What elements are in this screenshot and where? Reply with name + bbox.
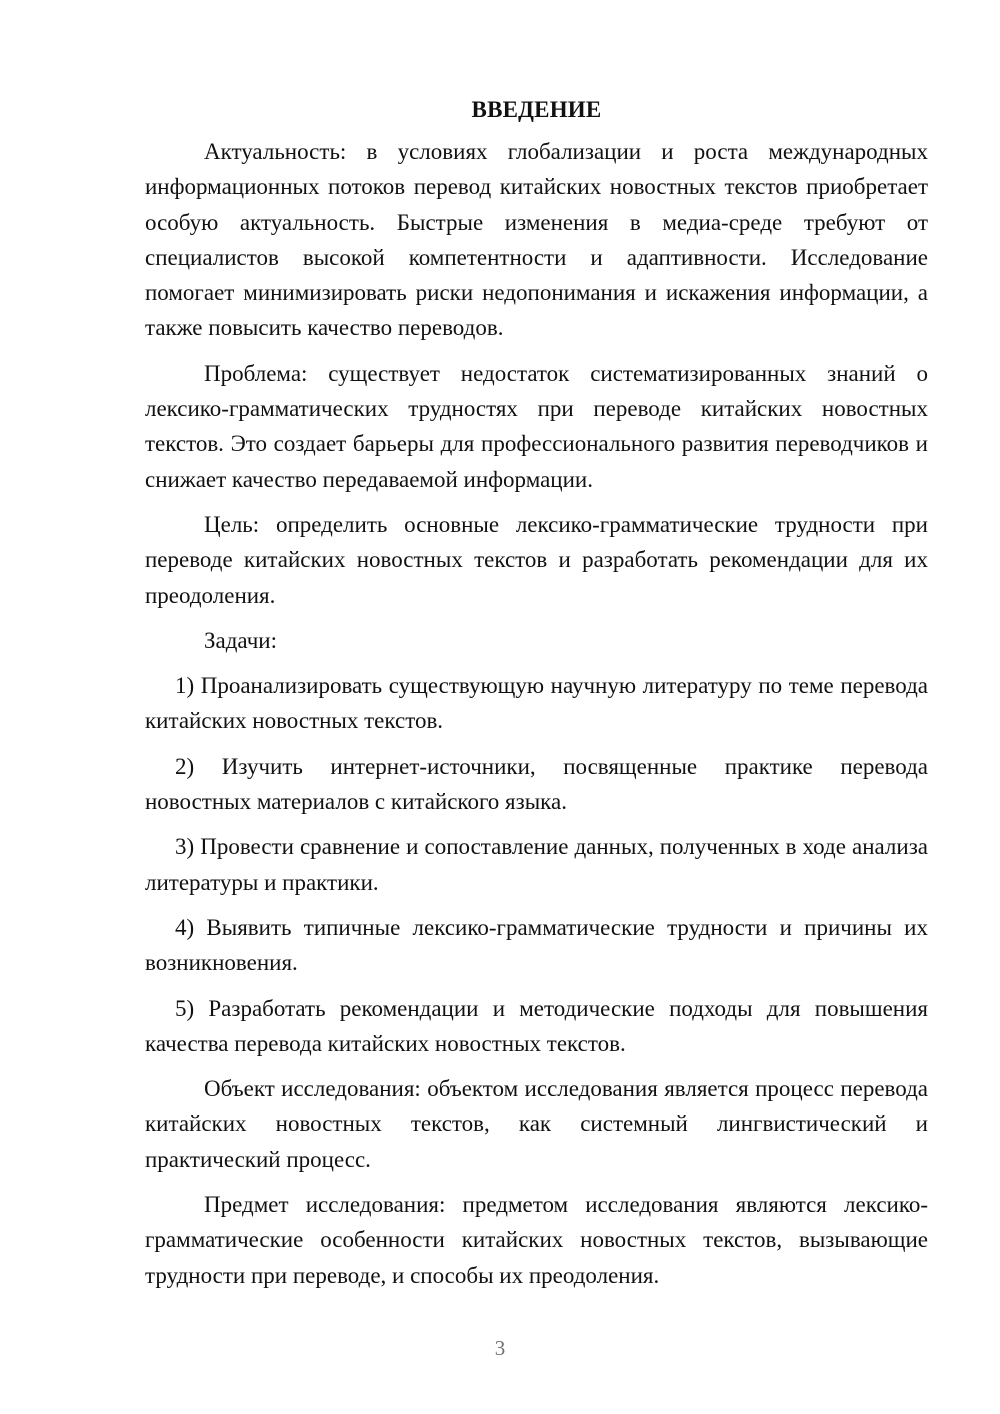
- paragraph-problem: Проблема: существует недостаток систематизированных знаний о лексико-грамматических трудностях при переводе китайских новостных текстов. Это создает барьеры для профессионального развития переводчиков и снижает качество передаваемой информации.: [145, 360, 928, 492]
- task-item-4: 4) Выявить типичные лексико-грамматические трудности и причины их возникновения.: [145, 914, 928, 976]
- paragraph-subject: Предмет исследования: предметом исследования являются лексико-грамматические особенности китайских новостных текстов, вызывающие трудности при переводе, и способы их преодоления.: [145, 1192, 928, 1288]
- page-content: [145, 92, 928, 1293]
- page-heading: ВВЕДЕНИЕ: [471, 97, 602, 122]
- paragraph-object: Объект исследования: объектом исследования является процесс перевода китайских новостных текстов, как системный лингвистический и практический процесс.: [145, 1076, 928, 1172]
- task-item-3: 3) Провести сравнение и сопоставление данных, полученных в ходе анализа литературы и практики.: [145, 834, 928, 895]
- paragraph-goal: Цель: определить основные лексико-грамматические трудности при переводе китайских новостных текстов и разработать рекомендации для их преодоления.: [145, 511, 928, 608]
- tasks-title: Задачи:: [204, 627, 277, 653]
- task-item-1: 1) Проанализировать существующую научную литературу по теме перевода китайских новостных текстов.: [145, 673, 928, 734]
- paragraph-relevance: Актуальность: в условиях глобализации и роста международных информационных потоков перевод китайских новостных текстов приобретает особую актуальность. Быстрые изменения в медиа-среде требуют от специалистов высокой компетентности и адаптивности. Исследование помогает минимизировать риски недопонимания и искажения информации, а также повысить качество переводов.: [145, 139, 928, 341]
- task-item-2: 2) Изучить интернет-источники, посвященные практике перевода новостных материалов с китайского языка.: [145, 753, 928, 815]
- page-number: 3: [494, 1336, 506, 1360]
- task-item-5: 5) Разработать рекомендации и методические подходы для повышения качества перевода китайских новостных текстов.: [145, 995, 928, 1056]
